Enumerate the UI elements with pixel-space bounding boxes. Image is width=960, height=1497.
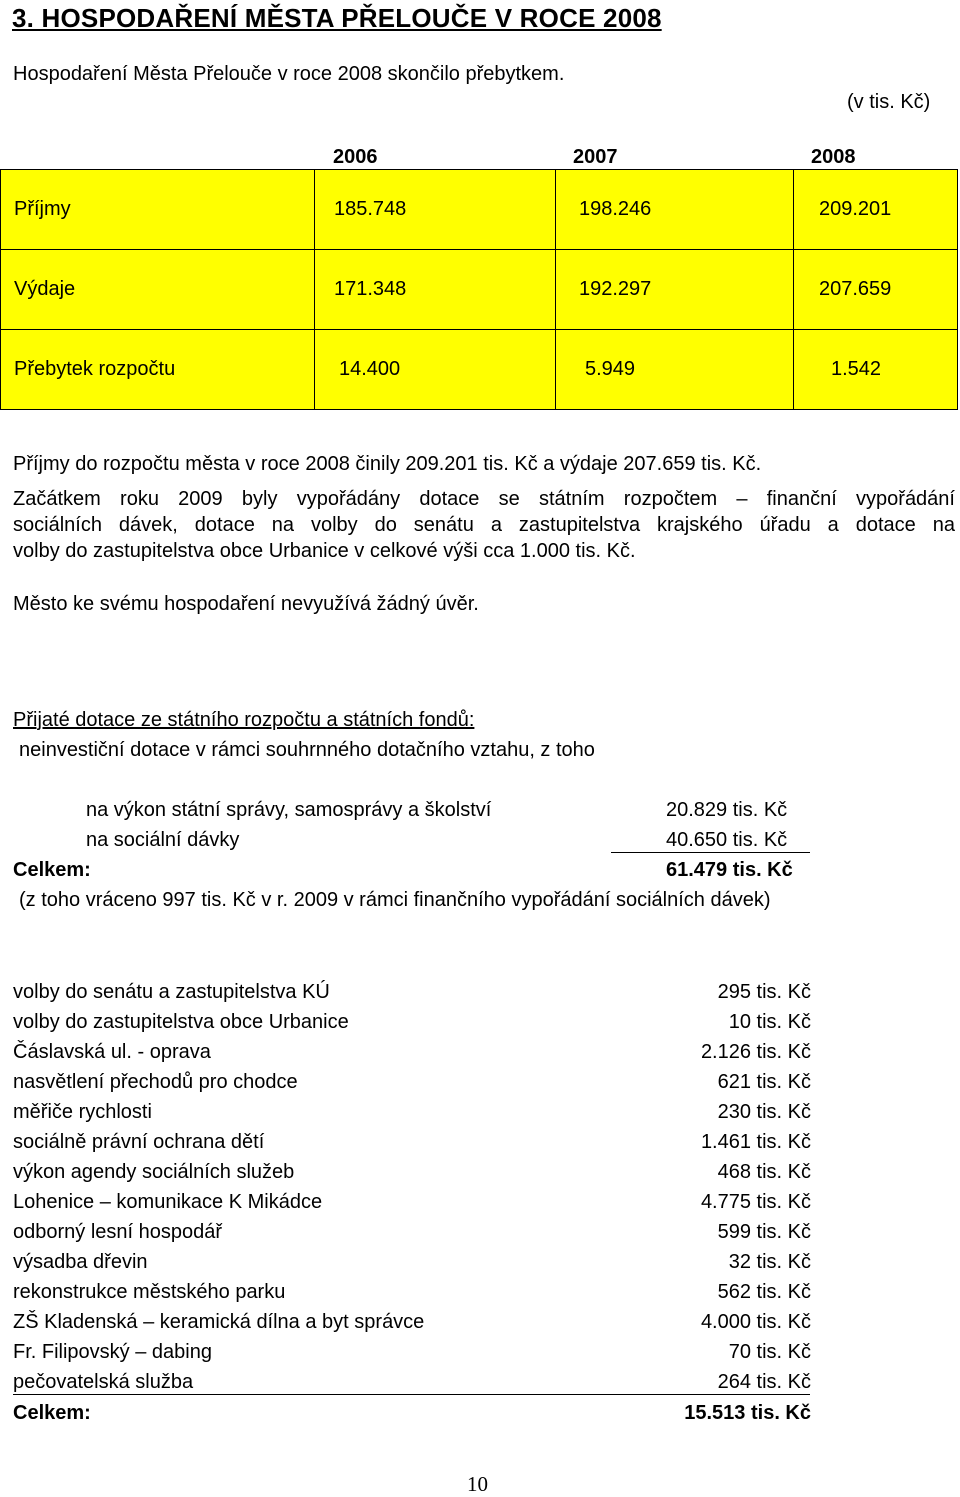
table-cell: 209.201 xyxy=(794,170,958,250)
grant-item-label: na sociální dávky xyxy=(86,829,240,851)
grant-item-value: 40.650 tis. Kč xyxy=(666,829,788,851)
list-item-value: 562 tis. Kč xyxy=(717,1281,811,1303)
list-item-label: ZŠ Kladenská – keramická dílna a byt správce xyxy=(13,1311,425,1333)
list-item-label: volby do senátu a zastupitelstva KÚ xyxy=(13,981,330,1003)
list-item-value: 1.461 tis. Kč xyxy=(700,1131,811,1153)
list-item-label: rekonstrukce městského parku xyxy=(13,1281,286,1303)
list-item-value: 599 tis. Kč xyxy=(717,1221,811,1243)
list-item-value: 10 tis. Kč xyxy=(728,1011,811,1033)
subtotal-rule xyxy=(611,852,810,853)
table-cell: 192.297 xyxy=(556,250,794,330)
other-total-value: 15.513 tis. Kč xyxy=(684,1402,811,1424)
settlement-paragraph xyxy=(13,486,955,564)
grant-item-value: 20.829 tis. Kč xyxy=(666,799,788,821)
other-total-label: Celkem: xyxy=(13,1402,91,1424)
table-cell: 1.542 xyxy=(794,330,958,410)
no-loan-text: Město ke svému hospodaření nevyužívá žádný úvěr. xyxy=(13,593,479,615)
list-item-label: měřiče rychlosti xyxy=(13,1101,152,1123)
grant-item-label: na výkon státní správy, samosprávy a školství xyxy=(86,799,492,821)
table-cell: 185.748 xyxy=(315,170,556,250)
summary-text: Příjmy do rozpočtu města v roce 2008 činily 209.201 tis. Kč a výdaje 207.659 tis. Kč. xyxy=(13,453,762,475)
table-cell: 198.246 xyxy=(556,170,794,250)
list-item-value: 468 tis. Kč xyxy=(717,1161,811,1183)
list-item-value: 2.126 tis. Kč xyxy=(700,1041,811,1063)
page-number: 10 xyxy=(467,1472,488,1496)
grants-title: Přijaté dotace ze státního rozpočtu a státních fondů: xyxy=(13,709,475,731)
row-label: Příjmy xyxy=(1,170,315,250)
row-label: Výdaje xyxy=(1,250,315,330)
list-item-value: 70 tis. Kč xyxy=(728,1341,811,1363)
list-item-label: nasvětlení přechodů pro chodce xyxy=(13,1071,298,1093)
list-item-label: výkon agendy sociálních služeb xyxy=(13,1161,295,1183)
grants-note: (z toho vráceno 997 tis. Kč v r. 2009 v rámci finančního vypořádání sociálních dávek) xyxy=(19,889,771,911)
list-item-label: výsadba dřevin xyxy=(13,1251,148,1273)
year-header-2006: 2006 xyxy=(333,146,378,168)
year-header-2007: 2007 xyxy=(573,146,618,168)
table-row xyxy=(1,170,958,250)
list-item-label: volby do zastupitelstva obce Urbanice xyxy=(13,1011,349,1033)
unit-note: (v tis. Kč) xyxy=(847,91,931,113)
list-item-value: 264 tis. Kč xyxy=(717,1371,811,1393)
table-cell: 14.400 xyxy=(315,330,556,410)
page-heading: 3. HOSPODAŘENÍ MĚSTA PŘELOUČE V ROCE 2008 xyxy=(12,3,662,33)
list-item-value: 32 tis. Kč xyxy=(728,1251,811,1273)
table-row xyxy=(1,250,958,330)
list-item-label: Lohenice – komunikace K Mikádce xyxy=(13,1191,323,1213)
year-header-2008: 2008 xyxy=(811,146,856,168)
finance-table xyxy=(0,169,958,410)
paragraph-line: Začátkem roku 2009 byly vypořádány dotace se státním rozpočtem – finanční vypořádání xyxy=(13,488,955,510)
paragraph-line: volby do zastupitelstva obce Urbanice v celkové výši cca 1.000 tis. Kč. xyxy=(13,540,636,562)
paragraph-line: sociálních dávek, dotace na volby do senátu a zastupitelstva krajského úřadu a dotace na xyxy=(13,514,955,536)
list-item-label: odborný lesní hospodář xyxy=(13,1221,223,1243)
list-item-label: Čáslavská ul. - oprava xyxy=(13,1041,211,1063)
intro-text: Hospodaření Města Přelouče v roce 2008 skončilo přebytkem. xyxy=(13,63,565,85)
list-item-label: sociálně právní ochrana dětí xyxy=(13,1131,265,1153)
table-row xyxy=(1,330,958,410)
list-item-value: 4.000 tis. Kč xyxy=(700,1311,811,1333)
table-cell: 207.659 xyxy=(794,250,958,330)
grants-subtitle: neinvestiční dotace v rámci souhrnného dotačního vztahu, z toho xyxy=(19,739,595,761)
list-item-value: 621 tis. Kč xyxy=(717,1071,811,1093)
list-item-value: 4.775 tis. Kč xyxy=(700,1191,811,1213)
total-rule xyxy=(13,1394,810,1395)
grants-total-label: Celkem: xyxy=(13,859,91,881)
list-item-label: pečovatelská služba xyxy=(13,1371,194,1393)
row-label: Přebytek rozpočtu xyxy=(1,330,315,410)
list-item-label: Fr. Filipovský – dabing xyxy=(13,1341,212,1363)
grants-total-value: 61.479 tis. Kč xyxy=(666,859,793,881)
table-cell: 171.348 xyxy=(315,250,556,330)
table-cell: 5.949 xyxy=(556,330,794,410)
list-item-value: 295 tis. Kč xyxy=(717,981,811,1003)
list-item-value: 230 tis. Kč xyxy=(717,1101,811,1123)
